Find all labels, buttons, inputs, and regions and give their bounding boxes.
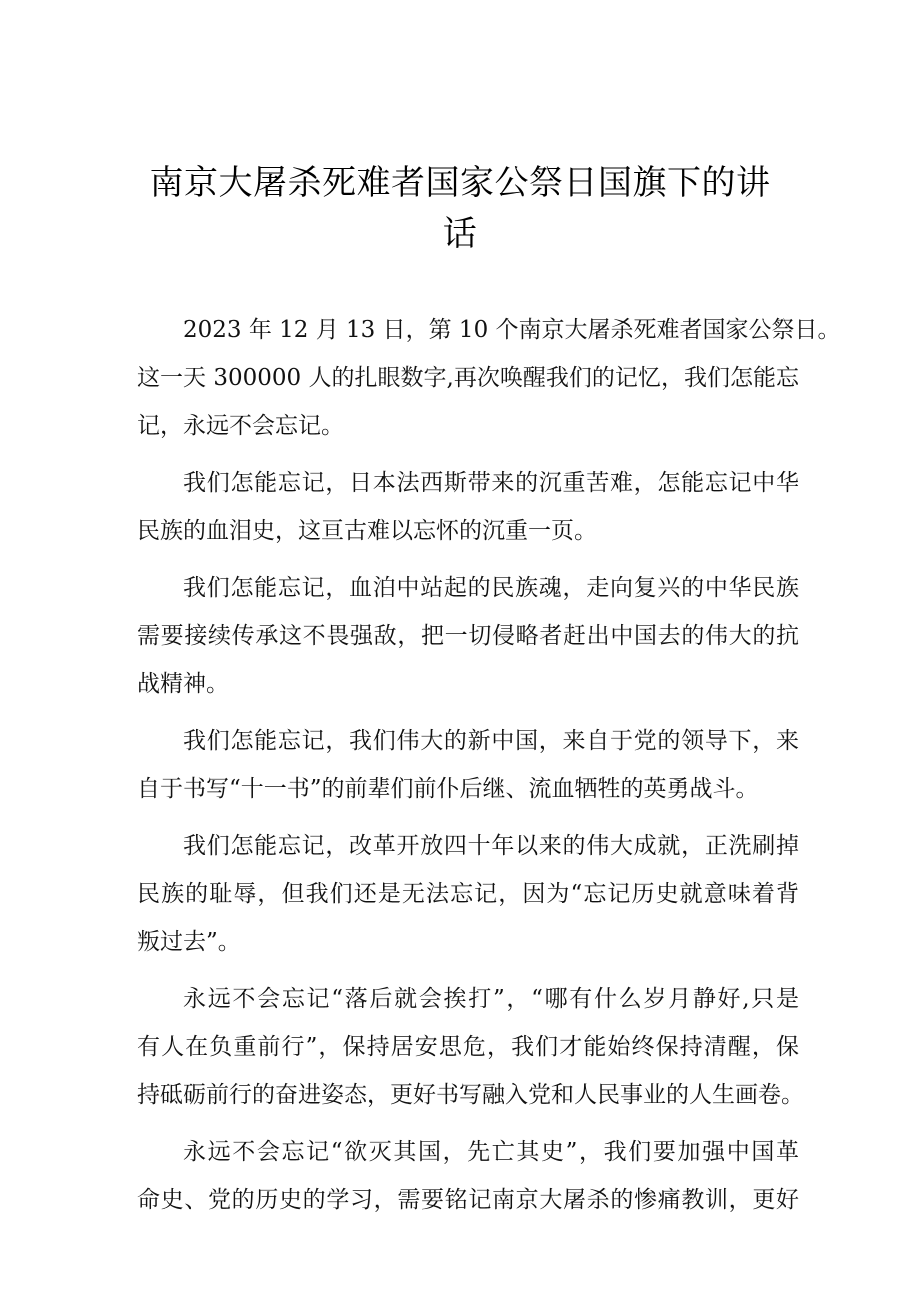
paragraph-line: 我们怎能忘记，我们伟大的新中国，来自于党的领导下，来 (183, 728, 799, 754)
paragraph-line: 2023 年 12 月 13 日，第 10 个南京大屠杀死难者国家公祭日。 (183, 317, 841, 343)
paragraph-2 (137, 459, 799, 555)
paragraph-line: 叛过去”。 (137, 929, 241, 955)
paragraph-line: 永远不会忘记“欲灭其国，先亡其史”，我们要加强中国革 (183, 1139, 799, 1165)
paragraph-4 (137, 717, 799, 813)
paragraph-line: 这一天 300000 人的扎眼数字,再次唤醒我们的记忆，我们怎能忘 (137, 365, 799, 391)
document-title (120, 158, 800, 260)
paragraph-line: 记，永远不会忘记。 (137, 413, 344, 439)
paragraph-line: 持砥砺前行的奋进姿态，更好书写融入党和人民事业的人生画卷。 (137, 1082, 804, 1108)
paragraph-line: 永远不会忘记“落后就会挨打”，“哪有什么岁月静好,只是 (183, 986, 799, 1012)
paragraph-line: 需要接续传承这不畏强敌，把一切侵略者赶出中国去的伟大的抗 (137, 623, 799, 649)
paragraph-1 (137, 306, 841, 450)
paragraph-7 (137, 1128, 799, 1224)
paragraph-line: 民族的耻辱，但我们还是无法忘记，因为“忘记历史就意味着背 (137, 881, 799, 907)
title-line-1: 南京大屠杀死难者国家公祭日国旗下的讲 (149, 163, 771, 203)
paragraph-line: 有人在负重前行”，保持居安思危，我们才能始终保持清醒，保 (137, 1034, 799, 1060)
paragraph-6 (137, 975, 804, 1119)
document-body (137, 306, 841, 1233)
paragraph-line: 战精神。 (137, 671, 229, 697)
paragraph-5 (137, 822, 799, 966)
paragraph-line: 命史、党的历史的学习，需要铭记南京大屠杀的惨痛教训，更好 (137, 1187, 799, 1213)
title-line-2: 话 (442, 214, 478, 254)
paragraph-line: 民族的血泪史，这亘古难以忘怀的沉重一页。 (137, 518, 597, 544)
paragraph-line: 我们怎能忘记，血泊中站起的民族魂，走向复兴的中华民族 (183, 575, 799, 601)
paragraph-line: 我们怎能忘记，日本法西斯带来的沉重苦难，怎能忘记中华 (183, 470, 799, 496)
paragraph-line: 我们怎能忘记，改革开放四十年以来的伟大成就，正洗刷掉 (183, 833, 799, 859)
paragraph-line: 自于书写“十一书”的前辈们前仆后继、流血牺牲的英勇战斗。 (137, 776, 759, 802)
paragraph-3 (137, 564, 799, 708)
